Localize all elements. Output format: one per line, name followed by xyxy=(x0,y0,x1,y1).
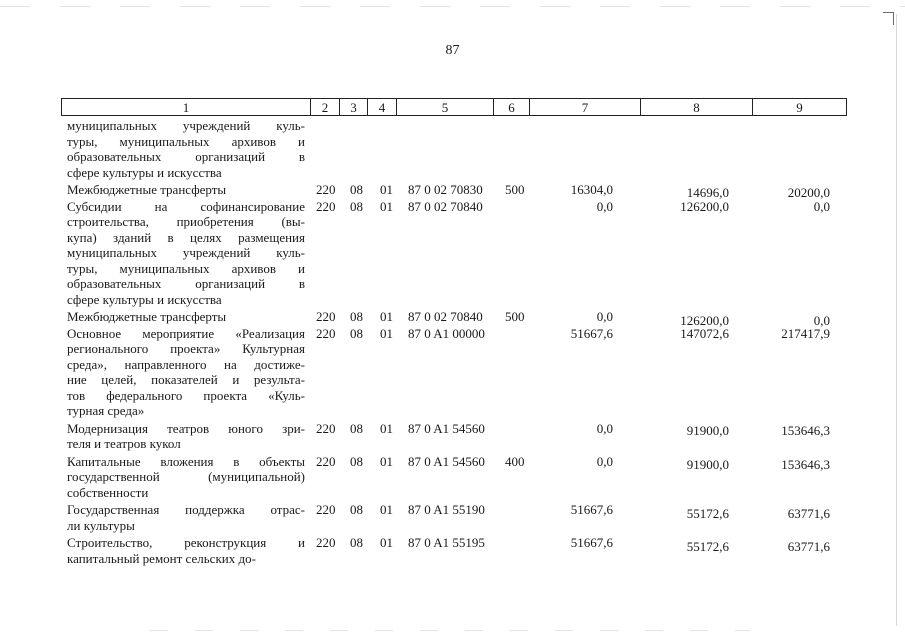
target-article-code: 87 0 A1 00000 xyxy=(408,325,485,341)
scan-edge-top xyxy=(0,6,905,7)
kbk-code: 220 xyxy=(316,309,336,324)
amount-col7: 0,0 xyxy=(596,198,613,214)
section-code: 08 xyxy=(350,198,363,214)
expense-type-code: 500 xyxy=(505,309,525,324)
amount-col7: 51667,6 xyxy=(570,502,613,517)
amount-col8: 126200,0 xyxy=(680,313,729,328)
column-header-8: 8 xyxy=(641,99,753,115)
subsection-code: 01 xyxy=(380,325,393,341)
description-line: образовательных организаций в xyxy=(67,149,305,164)
kbk-code: 220 xyxy=(316,182,336,197)
column-header-4: 4 xyxy=(368,99,397,115)
description-line: тов федерального проекта «Куль- xyxy=(67,387,305,403)
description-line: образовательных организаций в xyxy=(67,276,305,291)
description-line: Субсидии на софинансирование xyxy=(67,198,305,214)
description-line: сфере культуры и искусства xyxy=(67,164,222,180)
amount-col8: 55172,6 xyxy=(686,506,729,521)
amount-col9: 63771,6 xyxy=(787,506,830,521)
target-article-code: 87 0 A1 55195 xyxy=(408,535,485,550)
description-line: теля и театров кукол xyxy=(67,436,181,451)
column-header-9: 9 xyxy=(796,100,803,115)
expense-type-code: 500 xyxy=(505,182,525,197)
description-line: туры, муниципальных архивов и xyxy=(67,260,305,276)
description-line: муниципальных учреждений куль- xyxy=(67,245,305,260)
amount-col8: 91900,0 xyxy=(686,456,729,472)
page-number: 87 xyxy=(445,43,460,58)
amount-col9: 153646,3 xyxy=(781,456,830,472)
column-header-2: 2 xyxy=(311,99,340,115)
subsection-code: 01 xyxy=(380,453,393,469)
section-code: 08 xyxy=(350,453,363,469)
section-code: 08 xyxy=(350,182,363,197)
target-article-code: 87 0 02 70840 xyxy=(408,198,483,214)
row-description xyxy=(67,421,305,452)
section-code: 08 xyxy=(350,502,363,517)
section-code: 08 xyxy=(350,309,363,324)
subsection-code: 01 xyxy=(380,198,393,214)
amount-col7: 51667,6 xyxy=(570,535,613,550)
column-header-5: 5 xyxy=(397,99,494,115)
amount-col7: 16304,0 xyxy=(570,182,613,197)
target-article-code: 87 0 02 70840 xyxy=(408,309,483,324)
description-line: ли культуры xyxy=(67,517,135,533)
amount-col9: 0,0 xyxy=(813,198,830,214)
scan-corner-mark xyxy=(883,12,894,25)
amount-col9: 20200,0 xyxy=(787,185,830,200)
row-description xyxy=(67,199,305,308)
amount-col8: 126200,0 xyxy=(680,198,729,214)
amount-col9: 63771,6 xyxy=(787,539,830,554)
row-description xyxy=(67,454,305,501)
amount-col8: 147072,6 xyxy=(680,325,729,341)
amount-col7: 0,0 xyxy=(596,420,613,436)
description-line: Основное мероприятие «Реализация xyxy=(67,325,305,341)
column-header-1: 1 xyxy=(62,99,311,115)
row-description xyxy=(67,118,305,180)
row-description xyxy=(67,502,305,533)
amount-col8: 14696,0 xyxy=(686,185,729,200)
column-header-6: 6 xyxy=(494,99,530,115)
description-line: сфере культуры и искусства xyxy=(67,291,222,307)
description-line: Строительство, реконструкция и xyxy=(67,535,305,550)
amount-col9: 0,0 xyxy=(813,313,830,328)
kbk-code: 220 xyxy=(316,535,336,550)
subsection-code: 01 xyxy=(380,309,393,324)
target-article-code: 87 0 A1 55190 xyxy=(408,502,485,517)
description-line: среда», направленного на достиже- xyxy=(67,356,305,372)
amount-col7: 51667,6 xyxy=(570,325,613,341)
subsection-code: 01 xyxy=(380,182,393,197)
description-line: ние целей, показателей и результа- xyxy=(67,372,305,387)
row-description xyxy=(67,309,305,325)
kbk-code: 220 xyxy=(316,502,336,517)
description-line: Межбюджетные трансферты xyxy=(67,182,227,197)
description-line: государственной (муниципальной) xyxy=(67,469,305,484)
description-line: турная среда» xyxy=(67,403,145,418)
subsection-code: 01 xyxy=(380,535,393,550)
description-line: туры, муниципальных архивов и xyxy=(67,133,305,149)
expense-type-code: 400 xyxy=(505,453,525,469)
description-line: муниципальных учреждений куль- xyxy=(67,118,305,133)
section-code: 08 xyxy=(350,420,363,436)
amount-col9: 153646,3 xyxy=(781,422,830,438)
description-line: купа) зданий в целях размещения xyxy=(67,229,305,245)
kbk-code: 220 xyxy=(316,453,336,469)
scan-edge-right xyxy=(896,14,897,626)
description-line: Капитальные вложения в объекты xyxy=(67,453,305,469)
amount-col7: 0,0 xyxy=(596,309,613,324)
target-article-code: 87 0 A1 54560 xyxy=(408,453,485,469)
row-description xyxy=(67,182,305,198)
column-header-7: 7 xyxy=(530,99,641,115)
scan-edge-bottom xyxy=(150,630,750,631)
kbk-code: 220 xyxy=(316,325,336,341)
subsection-code: 01 xyxy=(380,420,393,436)
amount-col8: 55172,6 xyxy=(686,539,729,554)
row-description xyxy=(67,535,305,566)
description-line: капитальный ремонт сельских до- xyxy=(67,550,256,566)
amount-col7: 0,0 xyxy=(596,453,613,469)
section-code: 08 xyxy=(350,535,363,550)
description-line: собственности xyxy=(67,484,149,500)
amount-col9: 217417,9 xyxy=(781,325,830,341)
amount-col8: 91900,0 xyxy=(686,422,729,438)
kbk-code: 220 xyxy=(316,420,336,436)
description-line: регионального проекта» Культурная xyxy=(67,341,305,356)
section-code: 08 xyxy=(350,325,363,341)
target-article-code: 87 0 02 70830 xyxy=(408,182,483,197)
description-line: Государственная поддержка отрас- xyxy=(67,502,305,517)
row-description xyxy=(67,326,305,419)
description-line: Межбюджетные трансферты xyxy=(67,309,227,324)
target-article-code: 87 0 A1 54560 xyxy=(408,420,485,436)
kbk-code: 220 xyxy=(316,198,336,214)
description-line: строительства, приобретения (вы- xyxy=(67,214,305,229)
description-line: Модернизация театров юного зри- xyxy=(67,420,305,436)
subsection-code: 01 xyxy=(380,502,393,517)
column-header-3: 3 xyxy=(340,99,368,115)
column-header-row xyxy=(61,98,847,116)
